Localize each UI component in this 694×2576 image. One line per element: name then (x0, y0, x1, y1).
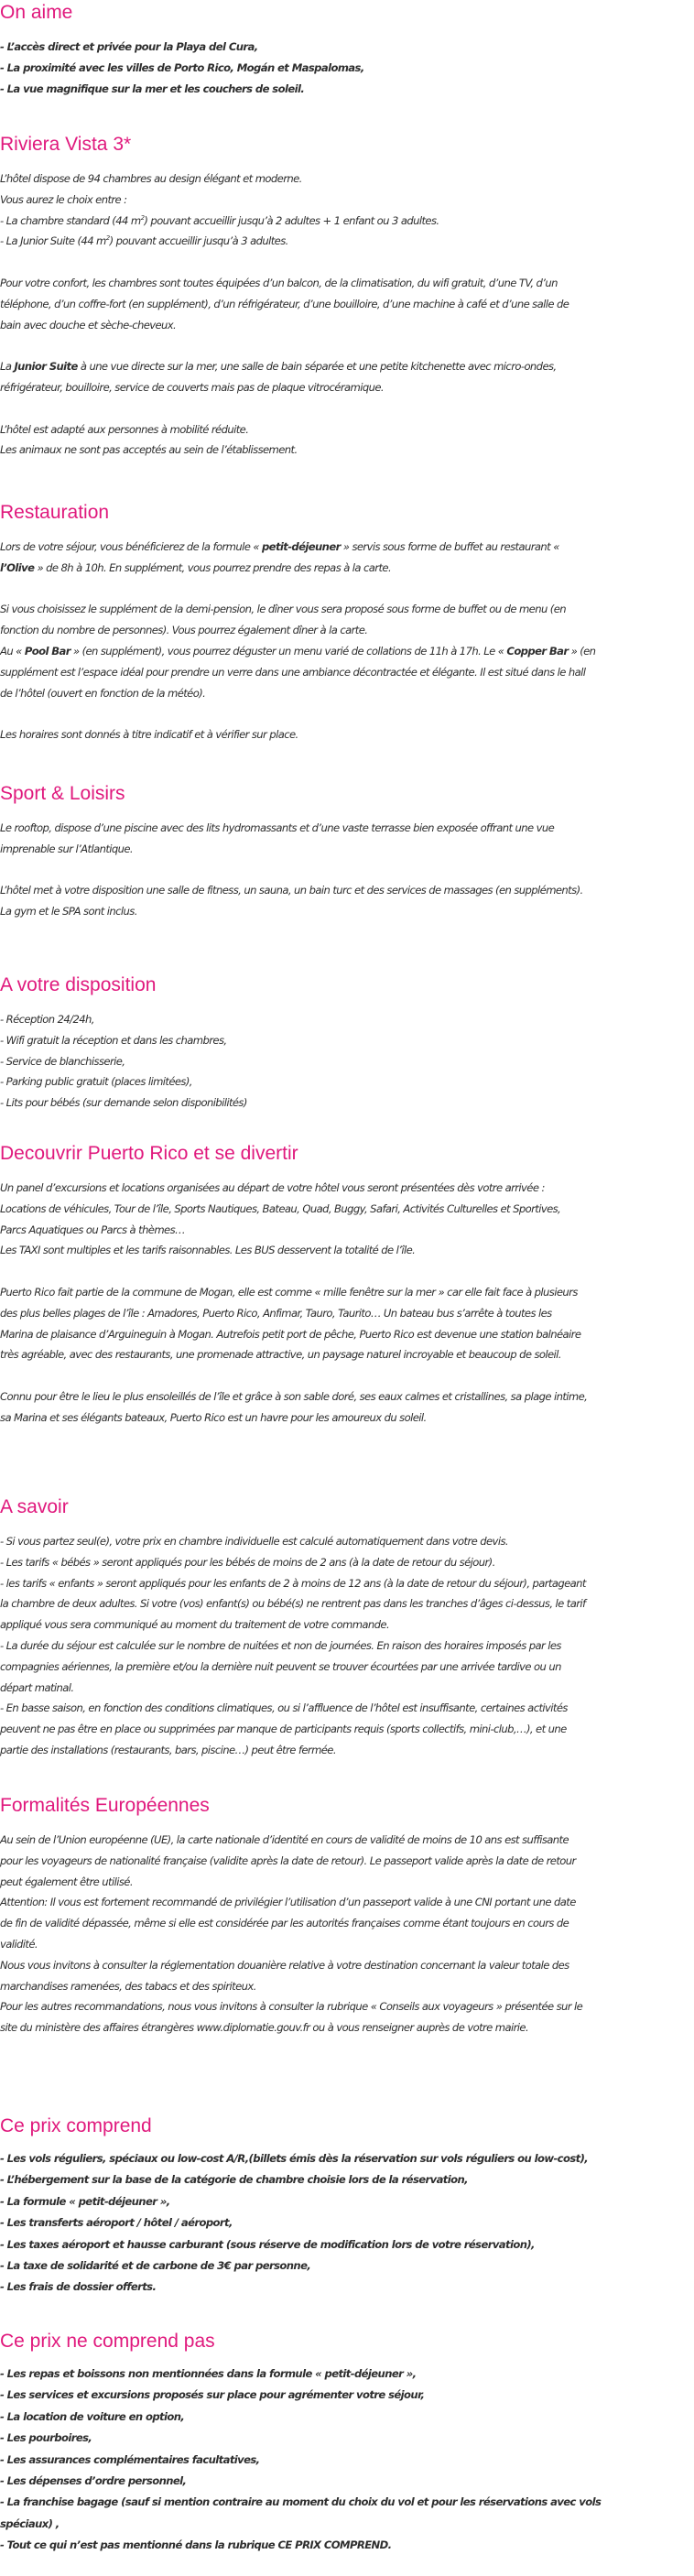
paragraph-line: - En basse saison, en fonction des conditions climatiques, ou si l’affluence de l’hôtel est insuffisante, certaines activités (0, 1701, 568, 1715)
list-item: - La vue magnifique sur la mer et les couchers de soleil. (0, 82, 305, 95)
paragraph-line: validité. (0, 1937, 38, 1951)
list-item: spéciaux) , (0, 2516, 60, 2530)
spacer (0, 398, 685, 419)
paragraph-line: - les tarifs « enfants » seront appliqués pour les enfants de 2 à moins de 12 ans (à la date de retour du séjour), partageant (0, 1576, 586, 1590)
list-item: - La proximité avec les villes de Porto Rico, Mogán et Maspalomas, (0, 60, 364, 74)
paragraph-line: - Les tarifs « bébés » seront appliqués pour les bébés de moins de 2 ans (à la date de retour du séjour). (0, 1555, 495, 1569)
section-body (0, 37, 685, 99)
paragraph-line: Vous aurez le choix entre : (0, 192, 127, 206)
paragraph-line: Le rooftop, dispose d’une piscine avec des lits hydromassants et d’une vaste terrasse bien exposée offrant une vue (0, 821, 555, 834)
list-item: - Lits pour bébés (sur demande selon disponibilités) (0, 1096, 247, 1110)
paragraph-line: marchandises ramenées, des tabacs et des spiriteux. (0, 1979, 256, 1993)
section-on-aime (0, 2, 685, 99)
section-title: Riviera Vista 3* (0, 134, 132, 155)
section-hotel (0, 134, 685, 461)
text: Lors de votre séjour, vous bénéficierez de la formule « (0, 540, 262, 553)
section-title: Formalités Européennes (0, 1795, 210, 1816)
section-body (0, 1178, 685, 1429)
paragraph-line: la chambre de deux adultes. Si votre (vos) enfant(s) ou bébé(s) ne rentrent pas dans les tranches d’âges ci-dessus, le tarif (0, 1597, 586, 1611)
spacer (0, 1365, 685, 1386)
list-item: - Tout ce qui n’est pas mentionné dans la rubrique CE PRIX COMPREND. (0, 2538, 392, 2552)
section-body (0, 537, 685, 745)
paragraph-line: compagnies aériennes, la première et/ou la dernière nuit peuvent se trouver écourtées par une arrivée tardive ou un (0, 1659, 561, 1673)
section-body (0, 818, 685, 922)
text: ) pouvant accueillir jusqu’à 3 adultes. (109, 234, 288, 248)
text: » servis sous forme de buffet au restaurant « (340, 540, 559, 553)
section-ce-prix-comprend (0, 2115, 685, 2299)
paragraph-line: pour les voyageurs de nationalité française (validite après la date de retour). Le passeport valide après la date de retour (0, 1853, 576, 1867)
paragraph-line: des plus belles plages de l’île : Amadores, Puerto Rico, Anfimar, Tauro, Taurito… Un bateau bus s’arrête à toutes les (0, 1306, 552, 1320)
section-sport-loisirs (0, 783, 685, 922)
paragraph-line: Les TAXI sont multiples et les tarifs raisonnables. Les BUS desservent la totalité de l’île. (0, 1244, 416, 1257)
paragraph-line: Locations de véhicules, Tour de l’île, Sports Nautiques, Bateau, Quad, Buggy, Safari, Activités Culturelles et Sportives, (0, 1201, 561, 1215)
spacer (0, 703, 685, 724)
section-body (0, 1531, 685, 1761)
section-body (0, 1009, 685, 1114)
section-title: Ce prix ne comprend pas (0, 2331, 215, 2352)
list-item: - Les services et excursions proposés sur place pour agrémenter votre séjour, (0, 2388, 425, 2402)
paragraph-line: fonction du nombre de personnes). Vous pourrez également dîner à la carte. (0, 624, 368, 637)
paragraph-line: très agréable, avec des restaurants, une promenade attractive, un paysage naturel incroyable et beaucoup de soleil. (0, 1348, 561, 1362)
list-item: - Les transferts aéroport / hôtel / aéroport, (0, 2216, 233, 2230)
list-item: - Réception 24/24h, (0, 1013, 94, 1026)
section-title: A votre disposition (0, 974, 157, 995)
text: à une vue directe sur la mer, une salle de bain séparée et une petite kitchenette avec micro-ondes, (77, 360, 557, 374)
paragraph-line: sa Marina et ses élégants bateaux, Puerto Rico est un havre pour les amoureux du soleil. (0, 1410, 427, 1424)
text: - La chambre standard (44 m (0, 213, 141, 227)
list-item: - Les vols réguliers, spéciaux ou low-cost A/R,(billets émis dès la réservation sur vols réguliers ou low-cost), (0, 2152, 589, 2165)
list-item: - Les repas et boissons non mentionnées dans la formule « petit-déjeuner », (0, 2367, 417, 2380)
text: » de 8h à 10h. En supplément, vous pourrez prendre des repas à la carte. (34, 560, 392, 574)
bold-text: petit-déjeuner (261, 540, 341, 553)
bold-text: Junior Suite (14, 360, 78, 374)
section-formalites-europeennes (0, 1795, 685, 2038)
paragraph-line: partie des installations (restaurants, bars, piscine…) peut être fermée. (0, 1743, 336, 1756)
paragraph-line (0, 641, 685, 662)
list-item: - Les dépenses d’ordre personnel, (0, 2474, 187, 2488)
paragraph-line: L’hôtel dispose de 94 chambres au design élégant et moderne. (0, 172, 302, 185)
paragraph-line: de fin de validité dépassée, même si elle est considérée par les autorités françaises comme étant toujours en cours de (0, 1917, 569, 1930)
spacer (0, 252, 685, 273)
spacer (0, 1261, 685, 1282)
text: ) pouvant accueillir jusqu’à 2 adultes + 1 enfant ou 3 adultes. (144, 213, 439, 227)
list-item: - Les taxes aéroport et hausse carburant (sous réserve de modification lors de votre réservation), (0, 2237, 535, 2251)
paragraph-line: départ matinal. (0, 1680, 74, 1694)
paragraph-line: Pour votre confort, les chambres sont toutes équipées d’un balcon, de la climatisation, du wifi gratuit, d’une TV, d’un (0, 276, 558, 289)
paragraph-line: La gym et le SPA sont inclus. (0, 905, 137, 918)
section-a-savoir (0, 1496, 685, 1761)
paragraph-line: Connu pour être le lieu le plus ensoleillés de l’île et grâce à son sable doré, ses eaux calmes et cristallines, sa plage intime, (0, 1389, 588, 1403)
section-title: Restauration (0, 502, 110, 523)
section-title: On aime (0, 2, 73, 23)
paragraph-line: Au sein de l’Union européenne (UE), la carte nationale d’identité en cours de validité de moins de 10 ans est suffisante (0, 1833, 569, 1846)
list-item: - Service de blanchisserie, (0, 1054, 125, 1068)
paragraph-line (0, 537, 685, 558)
bold-text: Copper Bar (506, 644, 569, 658)
list-item: - Les pourboires, (0, 2431, 92, 2445)
paragraph-line: supplément est l’espace idéal pour prendre un verre dans une ambiance décontractée et élégante. Il est situé dans le hall (0, 665, 586, 679)
list-item: - La taxe de solidarité et de carbone de 3€ par personne, (0, 2259, 311, 2273)
superscript: 2 (105, 234, 110, 243)
list-item: - Les assurances complémentaires facultatives, (0, 2452, 260, 2466)
paragraph-line: téléphone, d’un coffre-fort (en supplément), d’un réfrigérateur, d’une bouilloire, d’une machine à café et d’une salle de (0, 297, 569, 310)
paragraph-line: L’hôtel met à votre disposition une salle de fitness, un sauna, un bain turc et des services de massages (en suppléments). (0, 884, 583, 897)
section-title: A savoir (0, 1496, 69, 1517)
paragraph-line: L’hôtel est adapté aux personnes à mobilité réduite. (0, 422, 249, 436)
paragraph-line: imprenable sur l’Atlantique. (0, 842, 134, 855)
paragraph-line: peuvent ne pas être en place ou supprimées par manque de participants requis (sports collectifs, mini-club,…), et une (0, 1723, 567, 1736)
section-decouvrir-puerto-rico (0, 1143, 685, 1429)
paragraph-line (0, 356, 685, 377)
paragraph-line (0, 211, 685, 232)
text: La (0, 360, 15, 374)
paragraph-line: Les horaires sont donnés à titre indicatif et à vérifier sur place. (0, 728, 298, 742)
paragraph-line: - Si vous partez seul(e), votre prix en chambre individuelle est calculé automatiquement dans votre devis. (0, 1535, 508, 1548)
list-item: - La location de voiture en option, (0, 2409, 185, 2423)
list-item: - Wifi gratuit la réception et dans les chambres, (0, 1033, 227, 1047)
paragraph-line: de l’hôtel (ouvert en fonction de la météo). (0, 686, 206, 700)
paragraph-line: Si vous choisissez le supplément de la demi-pension, le dîner vous sera proposé sous forme de buffet ou de menu (en (0, 603, 567, 616)
paragraph-line: Les animaux ne sont pas acceptés au sein de l’établissement. (0, 443, 298, 457)
text: » (en (568, 644, 596, 658)
section-title: Sport & Loisirs (0, 783, 125, 804)
paragraph-line: Nous vous invitons à consulter la réglementation douanière relative à votre destination concernant la valeur totale des (0, 1958, 569, 1972)
paragraph-line: Parcs Aquatiques ou Parcs à thèmes… (0, 1223, 186, 1236)
section-body (0, 2148, 685, 2299)
list-item: - L’hébergement sur la base de la catégorie de chambre choisie lors de la réservation, (0, 2173, 468, 2187)
paragraph-line: Pour les autres recommandations, nous vous invitons à consulter la rubrique « Conseils aux voyageurs » présentée sur le (0, 2000, 583, 2014)
text: - La Junior Suite (44 m (0, 234, 106, 248)
paragraph-line: Puerto Rico fait partie de la commune de Mogan, elle est comme « mille fenêtre sur la mer » car elle fait face à plusieurs (0, 1285, 578, 1299)
paragraph-line: Un panel d’excursions et locations organisées au départ de votre hôtel vous seront présentées dès votre arrivée : (0, 1181, 545, 1194)
paragraph-line (0, 558, 685, 579)
paragraph-line: site du ministère des affaires étrangères www.diplomatie.gouv.fr ou à vous renseigner auprès de votre mairie. (0, 2021, 529, 2035)
superscript: 2 (140, 213, 145, 222)
section-restauration (0, 502, 685, 745)
spacer (0, 860, 685, 881)
paragraph-line: bain avec douche et sèche-cheveux. (0, 318, 177, 332)
paragraph-line: peut également être utilisé. (0, 1875, 133, 1888)
section-a-votre-disposition (0, 974, 685, 1114)
section-body (0, 2364, 685, 2557)
paragraph-line: - La durée du séjour est calculée sur le nombre de nuitées et non de journées. En raison des horaires imposés par les (0, 1638, 561, 1652)
spacer (0, 579, 685, 600)
section-title: Decouvrir Puerto Rico et se divertir (0, 1143, 298, 1164)
section-ce-prix-ne-comprend-pas (0, 2331, 685, 2557)
list-item: - L’accès direct et privée pour la Playa del Cura, (0, 40, 258, 53)
text: Au « (0, 644, 25, 658)
section-body (0, 168, 685, 461)
section-body (0, 1830, 685, 2038)
list-item: - Les frais de dossier offerts. (0, 2280, 157, 2294)
list-item: - La franchise bagage (sauf si mention contraire au moment du choix du vol et pour les réservations avec vols (0, 2495, 602, 2509)
bold-text: l’Olive (0, 560, 35, 574)
text: » (en supplément), vous pourrez déguster un menu varié de collations de 11h à 17h. Le « (70, 644, 507, 658)
section-title: Ce prix comprend (0, 2115, 152, 2136)
paragraph-line: réfrigérateur, bouilloire, service de couverts mais pas de plaque vitrocéramique. (0, 380, 384, 394)
paragraph-line: Attention: Il vous est fortement recommandé de privilégier l’utilisation d’un passeport valide à une CNI portant une date (0, 1896, 576, 1909)
paragraph-line: appliqué vous sera communiqué au moment du traitement de votre commande. (0, 1618, 390, 1632)
list-item: - La formule « petit-déjeuner », (0, 2194, 170, 2208)
spacer (0, 335, 685, 356)
paragraph-line: Marina de plaisance d’Arguineguin à Mogan. Autrefois petit port de pêche, Puerto Rico est devenue une station balnéaire (0, 1327, 581, 1341)
paragraph-line (0, 231, 685, 252)
bold-text: Pool Bar (24, 644, 70, 658)
list-item: - Parking public gratuit (places limitées), (0, 1075, 192, 1089)
